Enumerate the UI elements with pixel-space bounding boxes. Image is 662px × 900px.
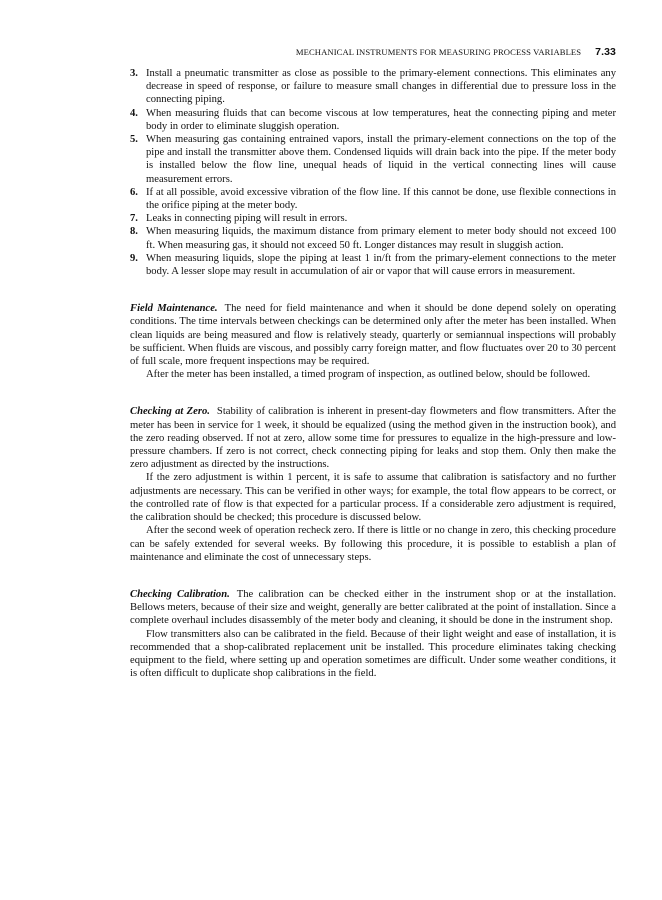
list-item-text: When measuring liquids, the maximum distance from primary element to meter body should not exceed 100 ft. When measuring gas, it should not exceed 50 ft. Longer distances may result in sluggish action. — [146, 226, 616, 251]
list-item-text: Install a pneumatic transmitter as close as possible to the primary-element connections. This eliminates any decrease in speed of response, or failure to measure small changes in differential due to pressure loss in the connecting piping. — [146, 68, 616, 106]
paragraph: Flow transmitters also can be calibrated in the field. Because of their light weight and ease of installation, it is recommended that a shop-calibrated replacement unit be installed. This procedure eliminates taking checking equipment to the field, where setting up and operation sometimes are difficult. Under some weather conditions, it is often difficult to duplicate shop calibrations in the field. — [130, 628, 616, 680]
list-item-number: 7. — [130, 213, 138, 225]
list-item-text: When measuring fluids that can become viscous at low temperatures, heat the connecting piping and meter body in order to eliminate sluggish operation. — [146, 107, 616, 132]
list-item-number: 4. — [130, 107, 138, 119]
page-body — [130, 67, 616, 680]
installation-steps-list — [130, 67, 616, 278]
list-item — [130, 225, 616, 251]
list-item-text: When measuring liquids, slope the piping at least 1 in/ft from the primary-element connections to the meter body. A lesser slope may result in accumulation of air or vapor that will cause errors in measurement. — [146, 252, 616, 278]
section-checking-at-zero — [130, 405, 616, 563]
section-field-maintenance — [130, 302, 616, 381]
list-item-number: 6. — [130, 186, 138, 198]
section-heading: Checking Calibration. — [130, 588, 230, 600]
list-item — [130, 186, 616, 212]
list-item-text: Leaks in connecting piping will result in errors. — [146, 213, 348, 225]
list-item — [130, 212, 616, 225]
list-item-number: 5. — [130, 134, 138, 146]
list-item — [130, 252, 616, 278]
list-item-number: 8. — [130, 226, 138, 238]
paragraph: After the second week of operation recheck zero. If there is little or no change in zero, this checking procedure can be safely extended for several weeks. By following this procedure, it is possible to establish a plan of maintenance and eliminate the cost of unnecessary steps. — [130, 525, 616, 563]
paragraph — [130, 588, 616, 628]
paragraph: After the meter has been installed, a timed program of inspection, as outlined below, should be followed. — [146, 369, 591, 381]
section-heading: Field Maintenance. — [130, 303, 218, 315]
list-item — [130, 133, 616, 186]
list-item-number: 9. — [130, 252, 138, 264]
paragraph: If the zero adjustment is within 1 percent, it is safe to assume that calibration is satisfactory and no further adjustments are necessary. This can be verified in other ways; for example, the total flow appears to be correct, or the controlled rate of flow is that expected for a particular process. If a considerable zero adjustment is required, the calibration should be checked; this procedure is discussed below. — [130, 472, 616, 524]
paragraph-text: Stability of calibration is inherent in present-day flowmeters and flow transmitters. After the meter has been in service for 1 week, it should be equalized (using the method given in the instruction book), and the zero reading observed. If not at zero, allow some time for pressures to equalize in the high-pressure and low-pressure chambers. If zero is not correct, check connecting piping for leaks and stop them. Only then make the zero adjustment as directed by the instructions. — [130, 406, 616, 471]
section-heading: Checking at Zero. — [130, 406, 210, 418]
page-number: 7.33 — [595, 46, 616, 58]
paragraph-text: The need for field maintenance and when it should be done depend solely on operating conditions. The time intervals between checkings can be determined only after the meter has been installed. When clean liquids are being measured and flow is relatively steady, quarterly or semiannual inspections will probably be sufficient. When fluids are viscous, and possibly carry foreign matter, and flow fluctuates over 20 to 30 percent of full scale, more frequent inspections may be required. — [130, 303, 617, 368]
paragraph — [130, 302, 616, 368]
list-item-text: When measuring gas containing entrained vapors, install the primary-element connections on the top of the pipe and install the transmitter above them. Condensed liquids will drain back into the pipe. If the meter body is installed below the flow line, unequal heads of liquid in the vertical connecting lines will cause measurement errors. — [146, 134, 616, 185]
page-header — [130, 46, 616, 58]
list-item-text: If at all possible, avoid excessive vibration of the flow line. If this cannot be done, use flexible connections in the orifice piping at the meter body. — [146, 186, 616, 212]
list-item — [130, 107, 616, 133]
list-item-number: 3. — [130, 68, 138, 79]
list-item — [130, 67, 616, 107]
paragraph — [130, 405, 616, 471]
section-checking-calibration — [130, 588, 616, 680]
running-title: MECHANICAL INSTRUMENTS FOR MEASURING PROCESS VARIABLES — [295, 47, 582, 57]
paragraph-text: The calibration can be checked either in the instrument shop or at the installation. Bellows meters, because of their size and weight, generally are better calibrated at the point of installation. Since a complete overhaul includes disassembly of the meter body and cleaning, it should be done in the instrument shop. — [130, 588, 617, 627]
